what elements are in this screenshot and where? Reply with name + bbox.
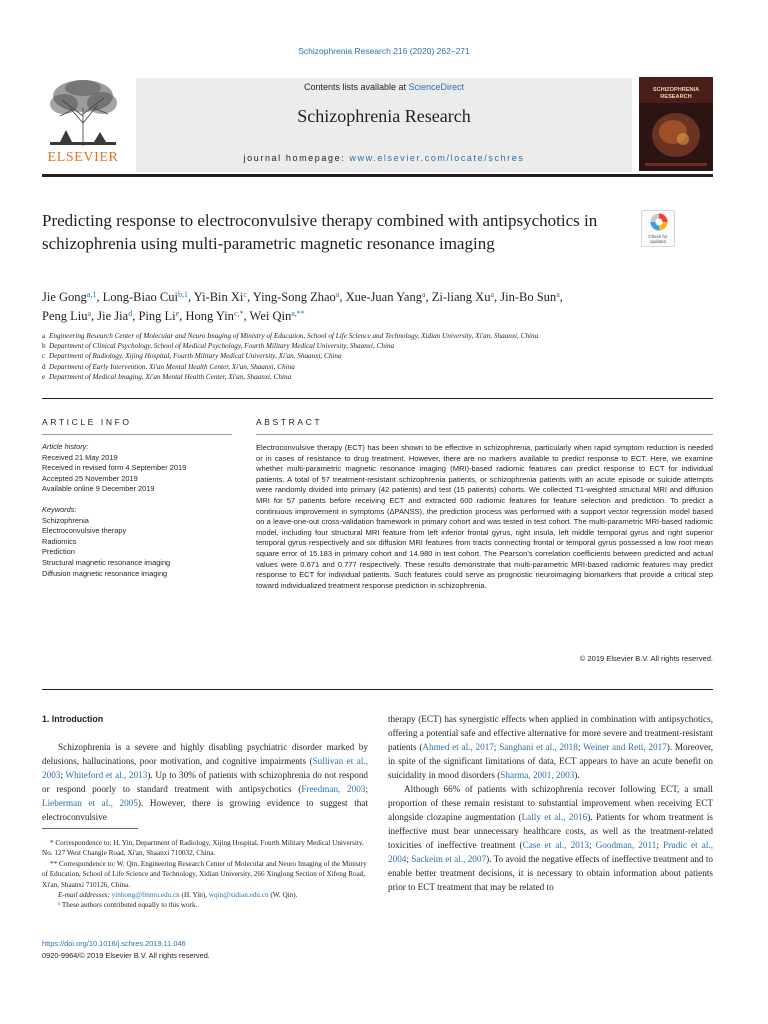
reference-link[interactable]: Whiteford et al., 2013 [65, 770, 148, 780]
doi-block [42, 938, 342, 961]
footnote-emails: E-mail addresses: yinhong@fmmu.edu.cn (H. Yin), wqin@xidian.edu.cn (W. Qin). [58, 891, 298, 900]
check-for-updates-button[interactable] [641, 210, 675, 247]
crossmark-label: Check for updates [648, 234, 668, 244]
sciencedirect-link[interactable]: ScienceDirect [408, 82, 465, 92]
history-item: Accepted 25 November 2019 [42, 473, 138, 483]
homepage-prefix: journal homepage: [243, 153, 350, 163]
cover-title-line1: SCHIZOPHRENIA [652, 87, 700, 93]
crossmark-icon [642, 211, 676, 233]
abstract-rule [256, 434, 713, 435]
history-item: Received 21 May 2019 [42, 452, 118, 462]
keyword-item: Structural magnetic resonance imaging [42, 557, 171, 567]
contents-prefix: Contents lists available at [303, 82, 409, 92]
intro-paragraph: therapy (ECT) has synergistic effects when applied in combination with antipsychotics, offering a potential safe and effective alternative for more severe and treatment-resistant patients (Ahmed et al., 2017; Sanghani et al., 2018; Weiner and Reti, 2017). Moreover, in spite of the significant limitations of data, ECT appears to have an acute benefit on suicidality in mood disorders (Sharma, 2001, 2003). [388, 714, 714, 780]
email-link[interactable]: yinhong@fmmu.edu.cn [111, 891, 180, 900]
history-item: Received in revised form 4 September 2019 [42, 463, 187, 473]
contents-available-line [136, 82, 632, 92]
affiliation-item: e Department of Medical Imaging, Xi'an Mental Health Center, Xi'an, Shaanxi, China [42, 372, 292, 381]
journal-homepage-line [136, 153, 632, 163]
reference-link[interactable]: Lieberman et al., 2005 [42, 798, 138, 808]
footnote-divider [42, 828, 138, 829]
issn-line: 0920-9964/© 2019 Elsevier B.V. All rights reserved. [42, 950, 210, 960]
reference-link[interactable]: Ahmed et al., 2017 [422, 742, 494, 752]
keyword-item: Prediction [42, 547, 75, 557]
affiliation-item: b Department of Clinical Psychology, School of Medical Psychology, Fourth Military Medical University, Shaanxi, China [42, 342, 395, 351]
reference-link[interactable]: Sullivan et al., 2003 [42, 756, 368, 780]
article-title: Predicting response to electroconvulsive therapy combined with antipsychotics in schizophrenia using multi-parametric magnetic resonance imaging [42, 211, 598, 253]
author: Jin-Bo Sun$^a$, [500, 290, 563, 304]
author: Hong Yin$^{c,*}$, [185, 308, 250, 323]
abstract-divider [42, 689, 713, 690]
body-left-column [42, 712, 368, 824]
abstract-copyright: © 2019 Elsevier B.V. All rights reserved. [579, 654, 713, 663]
body-right-column [388, 712, 713, 894]
reference-link[interactable]: Prudic et al., 2004 [388, 840, 714, 864]
header-rule [42, 174, 713, 177]
email-link[interactable]: wqin@xidian.edu.cn [208, 891, 269, 900]
footnotes [42, 838, 368, 911]
author: Wei Qin$^{a,**}$ [249, 308, 305, 323]
intro-paragraph: Although 66% of patients with schizophrenia recover following ECT, a small proportion of these remain resistant to substantial improvement when receiving ECT alongside clozapine augmentation (Lally et al., 2016). Patients for whom treatment is ineffective must bear unnecessary healthcare costs, as well as the treatment-related toxicities of ineffective treatment (Case et al., 2013; Goodman, 2011; Prudic et al., 2004; Sackeim et al., 2007). To avoid the negative effects of ineffective treatment and to enable better treatment decisions, it is necessary to obtain information about patients prior to ECT treatment that may be related to [388, 784, 714, 892]
section-heading-introduction: 1. Introduction [42, 714, 104, 724]
author: Peng Liu$^a$, [42, 308, 98, 323]
author: Jie Gong$^{a,1}$, [42, 290, 103, 304]
keyword-item: Schizophrenia [42, 515, 89, 525]
author: Jie Jia$^d$, [97, 308, 139, 323]
affiliation-item: d Department of Early Intervention, Xi'an Mental Health Center, Xi'an, Shaanxi, China [42, 362, 295, 371]
author-list [42, 288, 713, 325]
footnote-correspondence-qin: ** Correspondence to: W. Qin, Engineering Research Center of Molecular and Neuro Imaging of the Ministry of Education, School of Life Science and Technology, Xidian University, 266 Xinglong Section of Xifeng Road, Xi'an, Shaanxi 710126, China. [42, 859, 367, 889]
reference-link[interactable]: Freedman, 2003 [301, 784, 366, 794]
reference-link[interactable]: Sharma, 2001, 2003 [500, 770, 575, 780]
journal-cover-image[interactable] [639, 77, 713, 171]
intro-paragraph: Schizophrenia is a severe and highly disabling psychiatric disorder marked by delusions, hallucinations, poor motivation, and cognitive impairments (Sullivan et al., 2003; Whiteford et al., 2013). Up to 30% of patients with schizophrenia do not respond or respond poorly to standard treatment with antipsychotics (Freedman, 2003; Lieberman et al., 2005). However, there is growing evidence to suggest that electroconvulsive [42, 742, 369, 822]
author: Xue-Juan Yang$^a$, [345, 290, 432, 304]
author: Yi-Bin Xi$^c$, [193, 290, 253, 304]
author: Zi-liang Xu$^a$, [431, 290, 501, 304]
reference-link[interactable]: Case et al., 2013 [522, 840, 589, 850]
abstract-heading: ABSTRACT [256, 417, 323, 427]
keywords-label: Keywords: [42, 504, 77, 514]
journal-name: Schizophrenia Research [297, 106, 471, 126]
author: Long-Biao Cui$^{b,1}$, [102, 290, 194, 304]
article-info-heading: ARTICLE INFO [42, 417, 132, 427]
affiliation-list [42, 331, 713, 382]
keyword-item: Electroconvulsive therapy [42, 526, 127, 536]
article-info-rule [42, 434, 232, 435]
affiliation-divider [42, 398, 713, 399]
article-history-label: Article history: [42, 442, 89, 451]
reference-link[interactable]: Lally et al., 2016 [521, 812, 588, 822]
author: Ying-Song Zhao$^a$, [252, 290, 346, 304]
footnote-correspondence-yin: * Correspondence to: H. Yin, Department of Radiology, Xijing Hospital, Fourth Military Medical University, No. 127 West Changle Road, Xi'an, Shaanxi 710032, China. [42, 839, 364, 858]
reference-link[interactable]: Sanghani et al., 2018 [499, 742, 578, 752]
homepage-link[interactable]: www.elsevier.com/locate/schres [349, 153, 525, 163]
publisher-wordmark: ELSEVIER [47, 150, 119, 165]
author: Ping Li$^e$, [138, 308, 186, 323]
reference-link[interactable]: Weiner and Reti, 2017 [582, 742, 667, 752]
cover-title-line2: RESEARCH [660, 94, 692, 100]
reference-link[interactable]: Sackeim et al., 2007 [411, 854, 487, 864]
reference-link[interactable]: Goodman, 2011 [595, 840, 657, 850]
keyword-item: Diffusion magnetic resonance imaging [42, 568, 168, 578]
keyword-item: Radiomics [42, 536, 77, 546]
article-info-panel [42, 442, 222, 579]
affiliation-item: c Department of Radiology, Xijing Hospital, Fourth Military Medical University, Xi'an, Shaanxi, China [42, 352, 342, 361]
affiliation-item: a Engineering Research Center of Molecular and Neuro Imaging of Ministry of Education, School of Life Science and Technology, Xidian University, Xi'an, Shaanxi, China [42, 332, 539, 340]
doi-link[interactable]: https://doi.org/10.1016/j.schres.2019.11.046 [42, 939, 186, 948]
history-item: Available online 9 December 2019 [42, 484, 155, 494]
journal-citation[interactable]: Schizophrenia Research 216 (2020) 262–271 [298, 46, 470, 56]
abstract-text: Electroconvulsive therapy (ECT) has been shown to be effective in schizophrenia, particularly when rapid symptom reduction is needed or in cases of resistance to drug treatment. However, there are no markers available to predict response to ECT. Here, we examine whether multi-parametric magnetic resonance imaging (MRI)-based radiomic features can predict response to ECT for individual patients. A total of 57 treatment-resistant schizophrenia patients, or schizophrenia patients with an acute episode or suicide attempts were randomly divided into primary (42 patients) and test (15 patients) cohorts. We collected T1-weighted structural MRI and diffusion MRI for 57 patients before receiving ECT and extracted 600 radiomic features for feature selection and prediction. To predict a continuous improvement in symptoms (ΔPANSS), the prediction process was performed with a support vector regression model based on a leave-one-out cross-validation framework in primary cohort and was tested in test cohort. The multi-parametric MRI-based radiomic model, including four structural MRI feature from left inferior frontal gyrus, right insula, left middle temporal gyrus and right superior temporal gyrus respectively and six diffusion MRI features from tracts connecting frontal or temporal gyrus possessed a low root mean square error of 15.183 in primary cohort and 14.980 in test cohort. The Pearson's correlation coefficients between predicted and actual values were 0.671 and 0.777 respectively. These results demonstrate that multi-parametric MRI-based radiomic features may predict response to ECT for individual patients. Such features could serve as prognostic neuroimaging biomarkers that provide a critical step toward individualized treatment response prediction in schizophrenia. [256, 443, 713, 590]
footnote-equal-contribution: ¹ These authors contributed equally to this work. [58, 901, 198, 910]
